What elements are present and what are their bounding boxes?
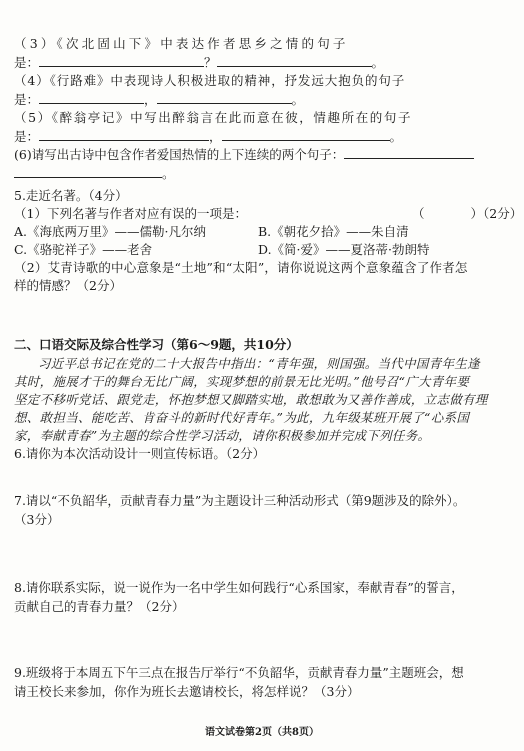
q4-3-prefix: 是： xyxy=(14,55,40,70)
q8-prompt-line1: 8.请你联系实际，说一说作为一名中学生如何践行“心系国家，奉献青春”的誓言， xyxy=(14,580,464,595)
q5-option-b: B.《朝花夕拾》——朱自清 xyxy=(258,224,409,239)
q4-5-mid: ， xyxy=(209,129,222,144)
q4-5-prompt: （5）《醉翁亭记》中写出醉翁言在此而意在彼，情趣所在的句子 xyxy=(14,110,413,125)
q4-3-answer-line xyxy=(14,55,384,71)
q4-6-answer-line xyxy=(14,166,175,182)
section2-intro-line4: 想、敢担当、能吃苦、肯奋斗的新时代好青年。”为此，九年级某班开展了“心系国 xyxy=(14,410,470,425)
q4-6-prompt-line xyxy=(14,147,474,163)
section2-intro-line3: 坚定不移听党话、跟党走，怀抱梦想又脚踏实地，敢想敢为又善作善成，立志做有理 xyxy=(14,392,488,407)
q4-5-blank-1[interactable] xyxy=(39,129,209,141)
q4-3-end: 。 xyxy=(371,55,385,70)
q8-answer-area[interactable] xyxy=(14,618,510,662)
q5-title: 5.走近名著。（4分） xyxy=(14,188,128,203)
paren-left: （ xyxy=(412,206,425,221)
q4-6-blank-2[interactable] xyxy=(14,166,162,178)
q4-3-prompt: （3）《次北固山下》中表达作者思乡之情的句子 xyxy=(14,36,349,51)
q4-4-prefix: 是： xyxy=(14,92,40,107)
q5-option-d: D.《简·爱》——夏洛蒂·勃朗特 xyxy=(258,242,430,257)
q6-answer-area[interactable] xyxy=(14,464,510,488)
q5-sub2-line2: 样的情感？（2分） xyxy=(14,278,122,293)
q6-prompt: 6.请你为本次活动设计一则宣传标语。（2分） xyxy=(14,446,266,461)
q9-prompt-line1: 9.班级将于本周五下午三点在报告厅举行“不负韶华，贡献青春力量”主题班会，想 xyxy=(14,665,464,680)
section2-intro-line1: 习近平总书记在党的二十大报告中指出：“青年强，则国强。当代中国青年生逢 xyxy=(38,356,480,371)
q4-4-end: 。 xyxy=(291,92,305,107)
q4-6-prompt: (6)请写出古诗中包含作者爱国热情的上下连续的两个句子： xyxy=(14,147,345,162)
q7-answer-area[interactable] xyxy=(14,531,510,571)
q9-answer-area[interactable] xyxy=(14,702,510,720)
q8-prompt-line2: 贡献自己的青春力量？（2分） xyxy=(14,599,185,614)
q7-prompt-line2: （3分） xyxy=(14,512,60,527)
paren-right: ）（2分） xyxy=(470,206,523,221)
q4-3-blank-2[interactable] xyxy=(217,55,372,67)
q5-sub1-answer-paren[interactable] xyxy=(412,206,522,222)
q5-option-c: C.《骆驼祥子》——老舍 xyxy=(14,242,153,257)
q4-5-blank-2[interactable] xyxy=(222,129,390,141)
q4-3-mid: ？ xyxy=(204,55,217,70)
q4-4-blank-2[interactable] xyxy=(157,92,292,104)
page-footer: 语文试卷第2页（共8页） xyxy=(205,727,319,738)
q4-6-end: 。 xyxy=(162,166,175,181)
q4-4-answer-line xyxy=(14,92,304,108)
section2-heading: 二、口语交际及综合性学习（第6～9题，共10分） xyxy=(14,337,299,352)
q5-sub1-line xyxy=(14,206,523,222)
q4-6-blank-1[interactable] xyxy=(344,147,474,159)
section2-intro-line5: 家，奉献青春”为主题的综合性学习活动，请你积极参加并完成下列任务。 xyxy=(14,428,431,443)
q5-option-a: A.《海底两万里》——儒勒·凡尔纳 xyxy=(14,224,206,239)
q4-5-end: 。 xyxy=(389,129,403,144)
q9-prompt-line2: 请王校长来参加，你作为班长去邀请校长，将怎样说？（3分） xyxy=(14,684,360,699)
q7-prompt-line1: 7.请以“不负韶华，贡献青春力量”为主题设计三种活动形式（第9题涉及的除外）。 xyxy=(14,493,466,508)
q4-5-prefix: 是： xyxy=(14,129,40,144)
section2-intro-line2: 其时，施展才干的舞台无比广阔，实现梦想的前景无比光明。”他号召“广大青年要 xyxy=(14,374,470,389)
q4-4-blank-1[interactable] xyxy=(39,92,144,104)
q5-sub2-answer-area[interactable] xyxy=(14,297,510,329)
q4-3-blank-1[interactable] xyxy=(39,55,204,67)
q5-sub2-line1: （2）艾青诗歌的中心意象是“土地”和“太阳”，请你说说这两个意象蕴含了作者怎 xyxy=(14,260,468,275)
q4-4-prompt: （4）《行路难》中表现诗人积极进取的精神，抒发远大抱负的句子 xyxy=(14,73,406,88)
q5-sub1-prompt: （1）下列名著与作者对应有误的一项是： xyxy=(14,206,247,221)
q4-4-mid: ， xyxy=(144,92,157,107)
q4-5-answer-line xyxy=(14,129,402,145)
